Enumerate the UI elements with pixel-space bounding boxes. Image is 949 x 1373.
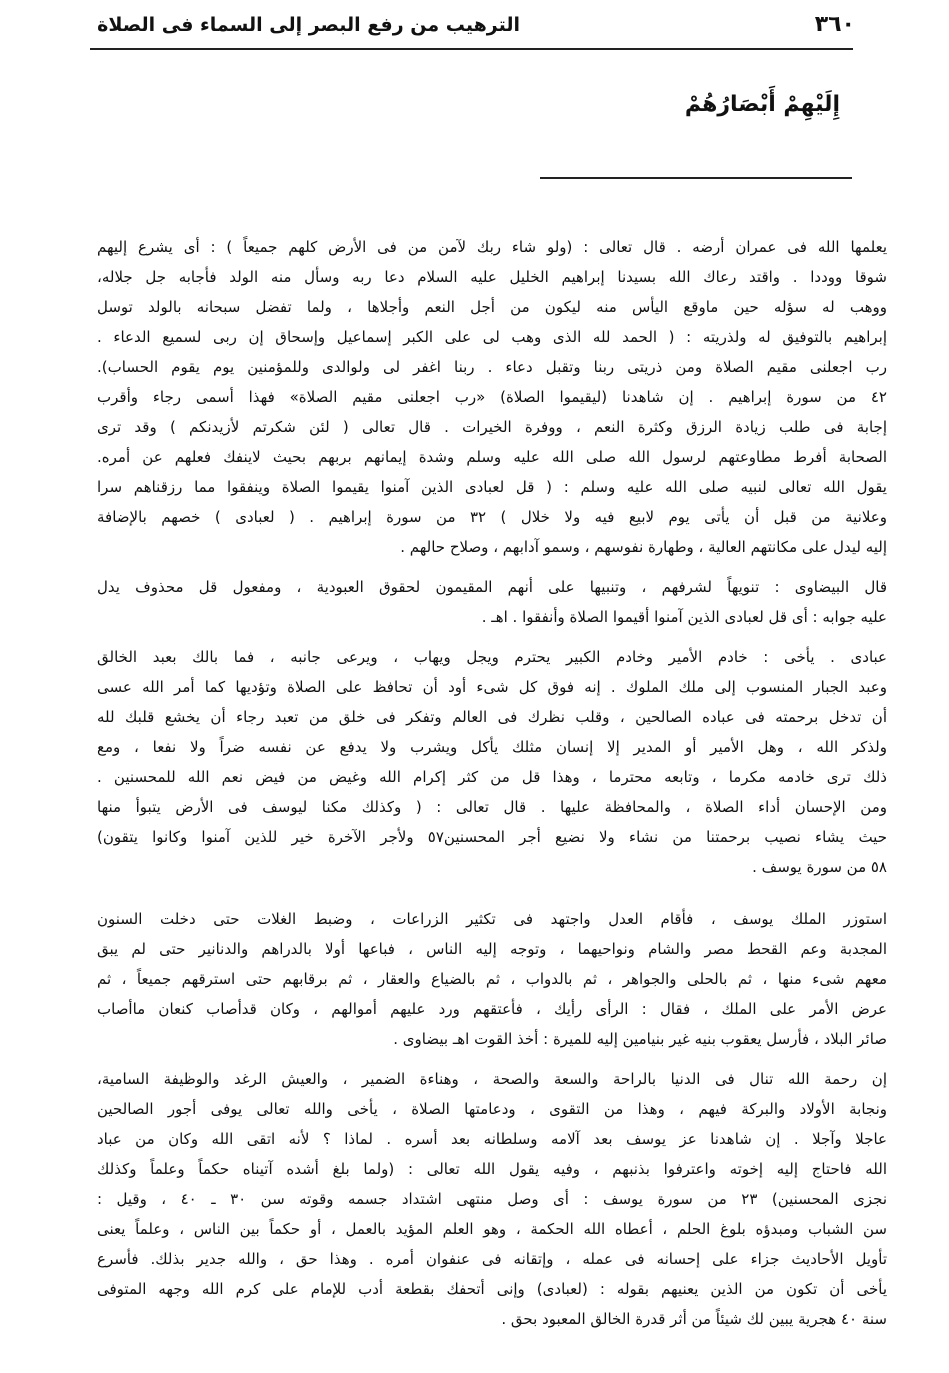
- text-line: حيث يشاء نصيب برحمتنا من نشاء ولا نضيع أجر المحسنين٥٧ ولأجر الآخرة خير للذين آمنوا وكانوا يتقون): [97, 828, 887, 846]
- text-line: ٤٢ من سورة إبراهيم . إن شاهدنا (ليقيموا الصلاة) «رب اجعلنى مقيم الصلاة» فهذا أسمى رجاء وأقرب: [97, 388, 887, 406]
- text-line: المجدبة وعم القحط مصر والشام ونواحيهما ، وتوجه إليه الناس ، فباعها أولا بالدراهم والدنانير حتى لم يبق: [97, 940, 887, 958]
- text-line: عليه جوابه : أى قل لعبادى الذين آمنوا أقيموا الصلاة وأنفقوا . اهـ .: [481, 608, 887, 626]
- verse-fragment: إِلَيْهِمْ أَبْصَارُهُمْ: [684, 92, 840, 117]
- text-line: سن الشباب ومبدؤه بلوغ الحلم ، أعطاه الله الحكمة ، وهو العلم المؤيد بالعمل ، أو حكماً بين الناس ، وعلماً يعنى: [97, 1220, 887, 1238]
- text-line: قال البيضاوى : تنويهاً لشرفهم ، وتنبيها على أنهم المقيمون لحقوق العبودية ، ومفعول قل محذوف يدل: [97, 578, 887, 596]
- page-number: ٣٦٠: [814, 12, 855, 37]
- text-line: إليه ليدل على مكانتهم العالية ، وطهارة نفوسهم ، وسمو آدابهم ، وصلاح حالهم .: [400, 538, 887, 556]
- text-line: يعلمها الله فى عمران أرضه . قال تعالى : (ولو شاء ربك لآمن من فى الأرض كلهم جميعاً ) : أى يشرع إليهم: [97, 238, 887, 256]
- paragraph: [97, 232, 887, 562]
- text-line: شوقا ووددا . واقتد رعاك الله بسيدنا إبراهيم الخليل عليه السلام دعا ربه وسأل منه الولد فأجابه جل جلاله،: [97, 268, 887, 286]
- text-line: صائر البلاد ، فأرسل يعقوب بنيه غير بنيامين إليه للميرة : أخذ القوت اهـ بيضاوى .: [393, 1030, 887, 1048]
- text-line: نجزى المحسنين) ٢٣ من سورة يوسف : أى وصل منتهى اشتداد جسمه وقوته سن ٣٠ ـ ٤٠ ، وقيل :: [97, 1190, 888, 1208]
- text-line: يقول الله تعالى لنبيه صلى الله عليه وسلم : ( قل لعبادى الذين آمنوا يقيموا الصلاة وينفقوا مما رزقناهم سرا: [97, 478, 887, 496]
- paragraph: [97, 642, 887, 882]
- text-line: عاجلا وآجلا . إن شاهدنا عز يوسف بعد آلامه وسلطانه بعد أسره . لماذا ؟ لأنه اتقى الله وكان من عباد: [97, 1130, 887, 1148]
- paragraph: [97, 904, 887, 1054]
- text-line: ولذكر الله ، وهل الأمير أو المدير إلا إنسان مثلك يأكل ويشرب ولا يدفع عن نفسه ضراً ولا نفعا ، ومع: [97, 738, 887, 756]
- paragraph: [97, 1064, 887, 1334]
- text-line: رب اجعلنى مقيم الصلاة ومن ذريتى ربنا وتقبل دعاء . ربنا اغفر لى ولوالدى وللمؤمنين يوم يقوم الحساب).: [97, 358, 887, 376]
- running-title: الترهيب من رفع البصر إلى السماء فى الصلاة: [97, 14, 520, 36]
- text-line: ووهب له سؤله حين ماوقع اليأس منه ليكون من أجل النعم وأجلاها ، ولما تفضل سبحانه بالولد توسل: [97, 298, 887, 316]
- text-line: إن رحمة الله تنال فى الدنيا بالراحة والسعة والصحة ، وهناءة الضمير ، والعيش الرغد والوظيفة السامية،: [97, 1070, 887, 1088]
- paragraph: [97, 572, 887, 632]
- text-line: ذلك ترى خادمه مكرما ، وتابعه محترما ، وهذا قل من كثر إكرام الله وغيض من فيض نعم الله للمحسنين .: [97, 768, 887, 786]
- text-line: سنة ٤٠ هجرية يبين لك شيئاً من أثر قدرة الخالق المعبود بحق .: [501, 1310, 887, 1328]
- text-line: وعبد الجبار المنسوب إلى ملك الملوك . إنه فوق كل شىء أود أن تحافظ على الصلاة وتؤديها كما أمر الله عسى: [97, 678, 887, 696]
- body-text: [97, 232, 887, 1344]
- section-divider: [540, 177, 852, 179]
- text-line: استوزر الملك يوسف ، فأقام العدل واجتهد فى تكثير الزراعات ، وضبط الغلات حتى دخلت السنون: [97, 910, 887, 928]
- text-line: ٥٨ من سورة يوسف .: [752, 858, 887, 876]
- text-line: ومن الإحسان أداء الصلاة ، والمحافظة عليها . قال تعالى : ( وكذلك مكنا ليوسف فى الأرض يتبوأ منها: [97, 798, 887, 816]
- text-line: إبراهيم بالتوفيق له ولذريته : ( الحمد لله الذى وهب لى على الكبر إسماعيل وإسحاق إن ربى لسميع الدعاء .: [97, 328, 887, 346]
- text-line: تأويل الأحاديث جزاء على إحسانه فى عمله ، وإتقانه فى عنفوان أمره . وهذا حق ، والله جدير بذلك. فأسرع: [97, 1250, 887, 1268]
- text-line: معهم شىء منها ، ثم بالحلى والجواهر ، ثم بالدواب ، ثم بالضياع والعقار ، ثم برقابهم حتى استرقهم جميعاً ، ثم: [97, 970, 887, 988]
- text-line: عرض الأمر على الملك ، فقال : الرأى رأيك ، فأعتقهم ورد عليهم أموالهم ، وكان قدأصاب كنعان ماأصاب: [97, 1000, 887, 1018]
- text-line: يأخى أن تكون من الذين يعنيهم بقوله : (لعبادى) وإنى أتحفك بقطعة أدب للإمام على كرم الله وجهه المتوفى: [97, 1280, 887, 1298]
- text-line: عبادى . يأخى : خادم الأمير وخادم الكبير يحترم ويجل ويهاب ، ويرعى جانبه ، فما بالك بعبد الخالق: [97, 648, 887, 666]
- header-divider: [90, 48, 853, 50]
- text-line: وعلانية من قبل أن يأتى يوم لابيع فيه ولا خلال ) ٣٢ من سورة إبراهيم . ( لعبادى ) خصهم بالإضافة: [97, 508, 887, 526]
- text-line: الله فاحتاج إليه إخوته واعترفوا بذنبهم ، وفيه يقول الله تعالى : (ولما بلغ أشده آتيناه حكماً وعلماً وكذلك: [97, 1160, 887, 1178]
- text-line: ونجابة الأولاد والبركة فيهم ، وهذا من التقوى ، ودعامتها الصلاة ، يأخى والله تعالى يوفى أجور الصالحين: [97, 1100, 887, 1118]
- text-line: أن تدخل برحمته فى عباده الصالحين ، وقلب نظرك فى العالم وتفكر فى خلق من تعبد رجاء أن يخشع قلبك لله: [97, 708, 887, 726]
- text-line: الصحابة أفرط مطاوعتهم لرسول الله صلى الله عليه وسلم وشدة إيمانهم بربهم بحيث لاينفك فعلهم عن أمره.: [97, 448, 887, 466]
- text-line: إجابة فى طلب زيادة الرزق وكثرة النعم ، ووفرة الخيرات . قال تعالى ( لئن شكرتم لأزيدنكم ) وقد ترى: [97, 418, 887, 436]
